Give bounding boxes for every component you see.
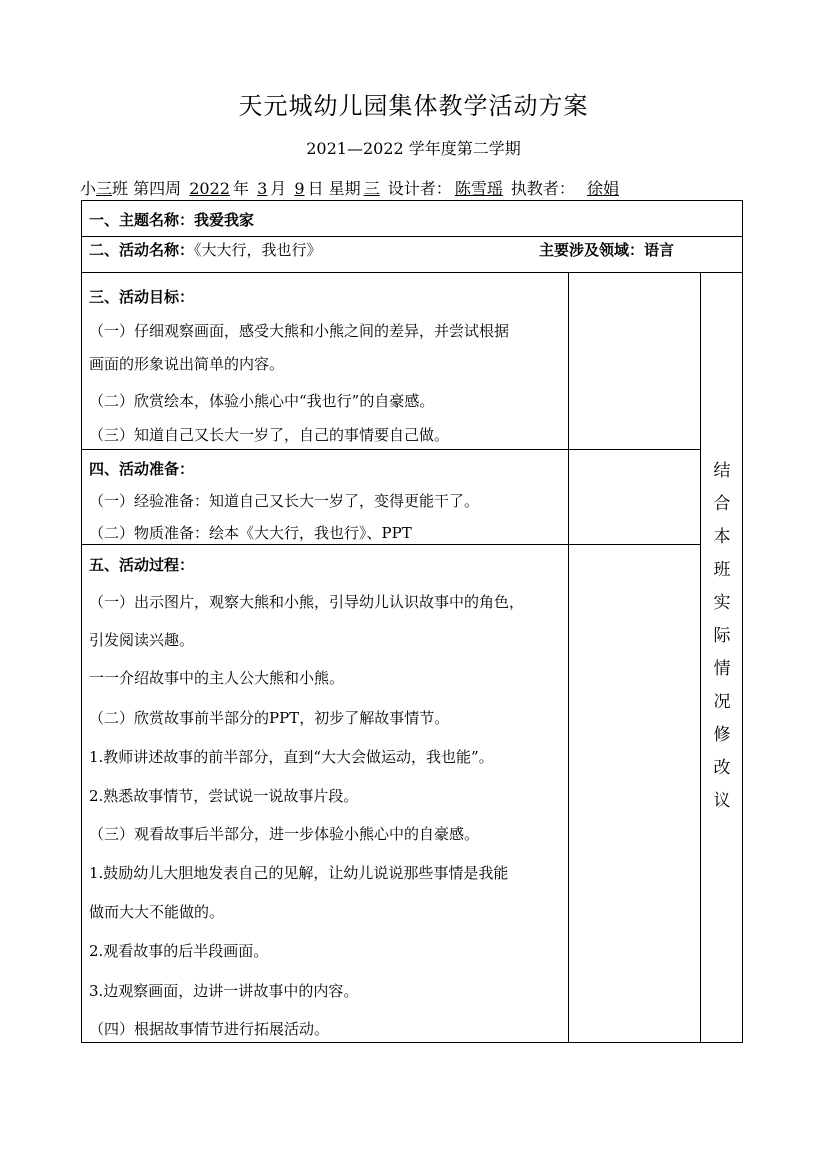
prep-heading: 四、活动准备： [89, 460, 195, 478]
class-prefix: 小 [80, 179, 97, 198]
month-unit: 月 [270, 179, 287, 198]
process-line: 3.边观察画面，边讲一讲故事中的内容。 [89, 982, 359, 1000]
side-note-char: 实 [713, 593, 731, 613]
page-title: 天元城幼儿园集体教学活动方案 [238, 92, 589, 120]
side-note-char: 修 [713, 725, 731, 745]
row-divider [81, 449, 700, 450]
goal-line: 画面的形象说出简单的内容。 [89, 355, 285, 373]
prep-line: （一）经验准备：知道自己又长大一岁了，变得更能干了。 [89, 492, 480, 510]
column-divider [568, 272, 569, 1043]
year-unit: 年 [232, 179, 249, 198]
theme-value: 我爱我家 [194, 211, 255, 229]
side-note-char: 合 [713, 494, 731, 514]
goal-line: （二）欣赏绘本，体验小熊心中“我也行”的自豪感。 [89, 392, 435, 410]
side-note-char: 班 [713, 560, 731, 580]
theme-label: 一、主题名称： [89, 211, 195, 229]
side-note-char: 本 [713, 527, 731, 547]
process-line: （四）根据故事情节进行拓展活动。 [89, 1020, 330, 1038]
day: 9 [294, 179, 305, 198]
process-line: 2.观看故事的后半段画面。 [89, 942, 269, 960]
process-line: （一）出示图片，观察大熊和小熊，引导幼儿认识故事中的角色， [89, 593, 525, 611]
domain-value: 语言 [644, 241, 675, 259]
designer: 陈雪瑶 [454, 179, 503, 198]
process-line: 引发阅读兴趣。 [89, 631, 195, 649]
process-line: 1.教师讲述故事的前半部分，直到“大大会做运动，我也能”。 [89, 748, 494, 766]
day-unit: 日 [307, 179, 324, 198]
teacher: 徐娟 [586, 179, 619, 198]
process-line: 一一介绍故事中的主人公大熊和小熊。 [89, 669, 345, 687]
side-note [703, 455, 741, 818]
side-note-char: 改 [713, 758, 731, 778]
process-heading: 五、活动过程： [89, 556, 195, 574]
row-divider [81, 544, 700, 545]
process-line: 2.熟悉故事情节，尝试说一说故事片段。 [89, 787, 359, 805]
activity-row [89, 239, 322, 260]
goal-line: （三）知道自己又长大一岁了，自己的事情要自己做。 [89, 426, 450, 444]
goal-line: （一）仔细观察画面，感受大熊和小熊之间的差异，并尝试根据 [89, 322, 510, 340]
teacher-label: 执教者： [510, 179, 575, 198]
row-divider [81, 272, 743, 273]
class-level: 三 [96, 179, 113, 198]
activity-value: 《大大行，我也行》 [194, 241, 322, 259]
process-line: 做而大大不能做的。 [89, 903, 225, 921]
info-line [80, 176, 760, 199]
side-note-char: 结 [713, 461, 731, 481]
side-note-char: 议 [713, 791, 731, 811]
domain-row [539, 239, 674, 260]
activity-label: 二、活动名称： [89, 241, 195, 259]
process-line: （三）观看故事后半部分，进一步体验小熊心中的自豪感。 [89, 825, 480, 843]
domain-label: 主要涉及领域： [539, 241, 645, 259]
theme-row [89, 209, 254, 230]
row-divider [81, 236, 743, 237]
process-line: （二）欣赏故事前半部分的PPT，初步了解故事情节。 [89, 709, 450, 727]
prep-line: （二）物质准备：绘本《大大行，我也行》、PPT [89, 524, 412, 542]
year: 2022 [189, 179, 230, 198]
week: 第四周 [133, 179, 182, 198]
weekday: 三 [363, 179, 380, 198]
month: 3 [257, 179, 268, 198]
side-note-char: 情 [713, 659, 731, 679]
side-note-char: 况 [713, 692, 731, 712]
designer-label: 设计者： [387, 179, 452, 198]
semester-subtitle: 2021—2022 学年度第二学期 [306, 139, 521, 158]
class-suffix: 班 [112, 179, 129, 198]
process-line: 1.鼓励幼儿大胆地发表自己的见解，让幼儿说说那些事情是我能 [89, 864, 509, 882]
side-note-char: 际 [713, 626, 731, 646]
goals-heading: 三、活动目标： [89, 288, 195, 306]
weekday-label: 星期 [328, 179, 361, 198]
column-divider [700, 272, 701, 1043]
